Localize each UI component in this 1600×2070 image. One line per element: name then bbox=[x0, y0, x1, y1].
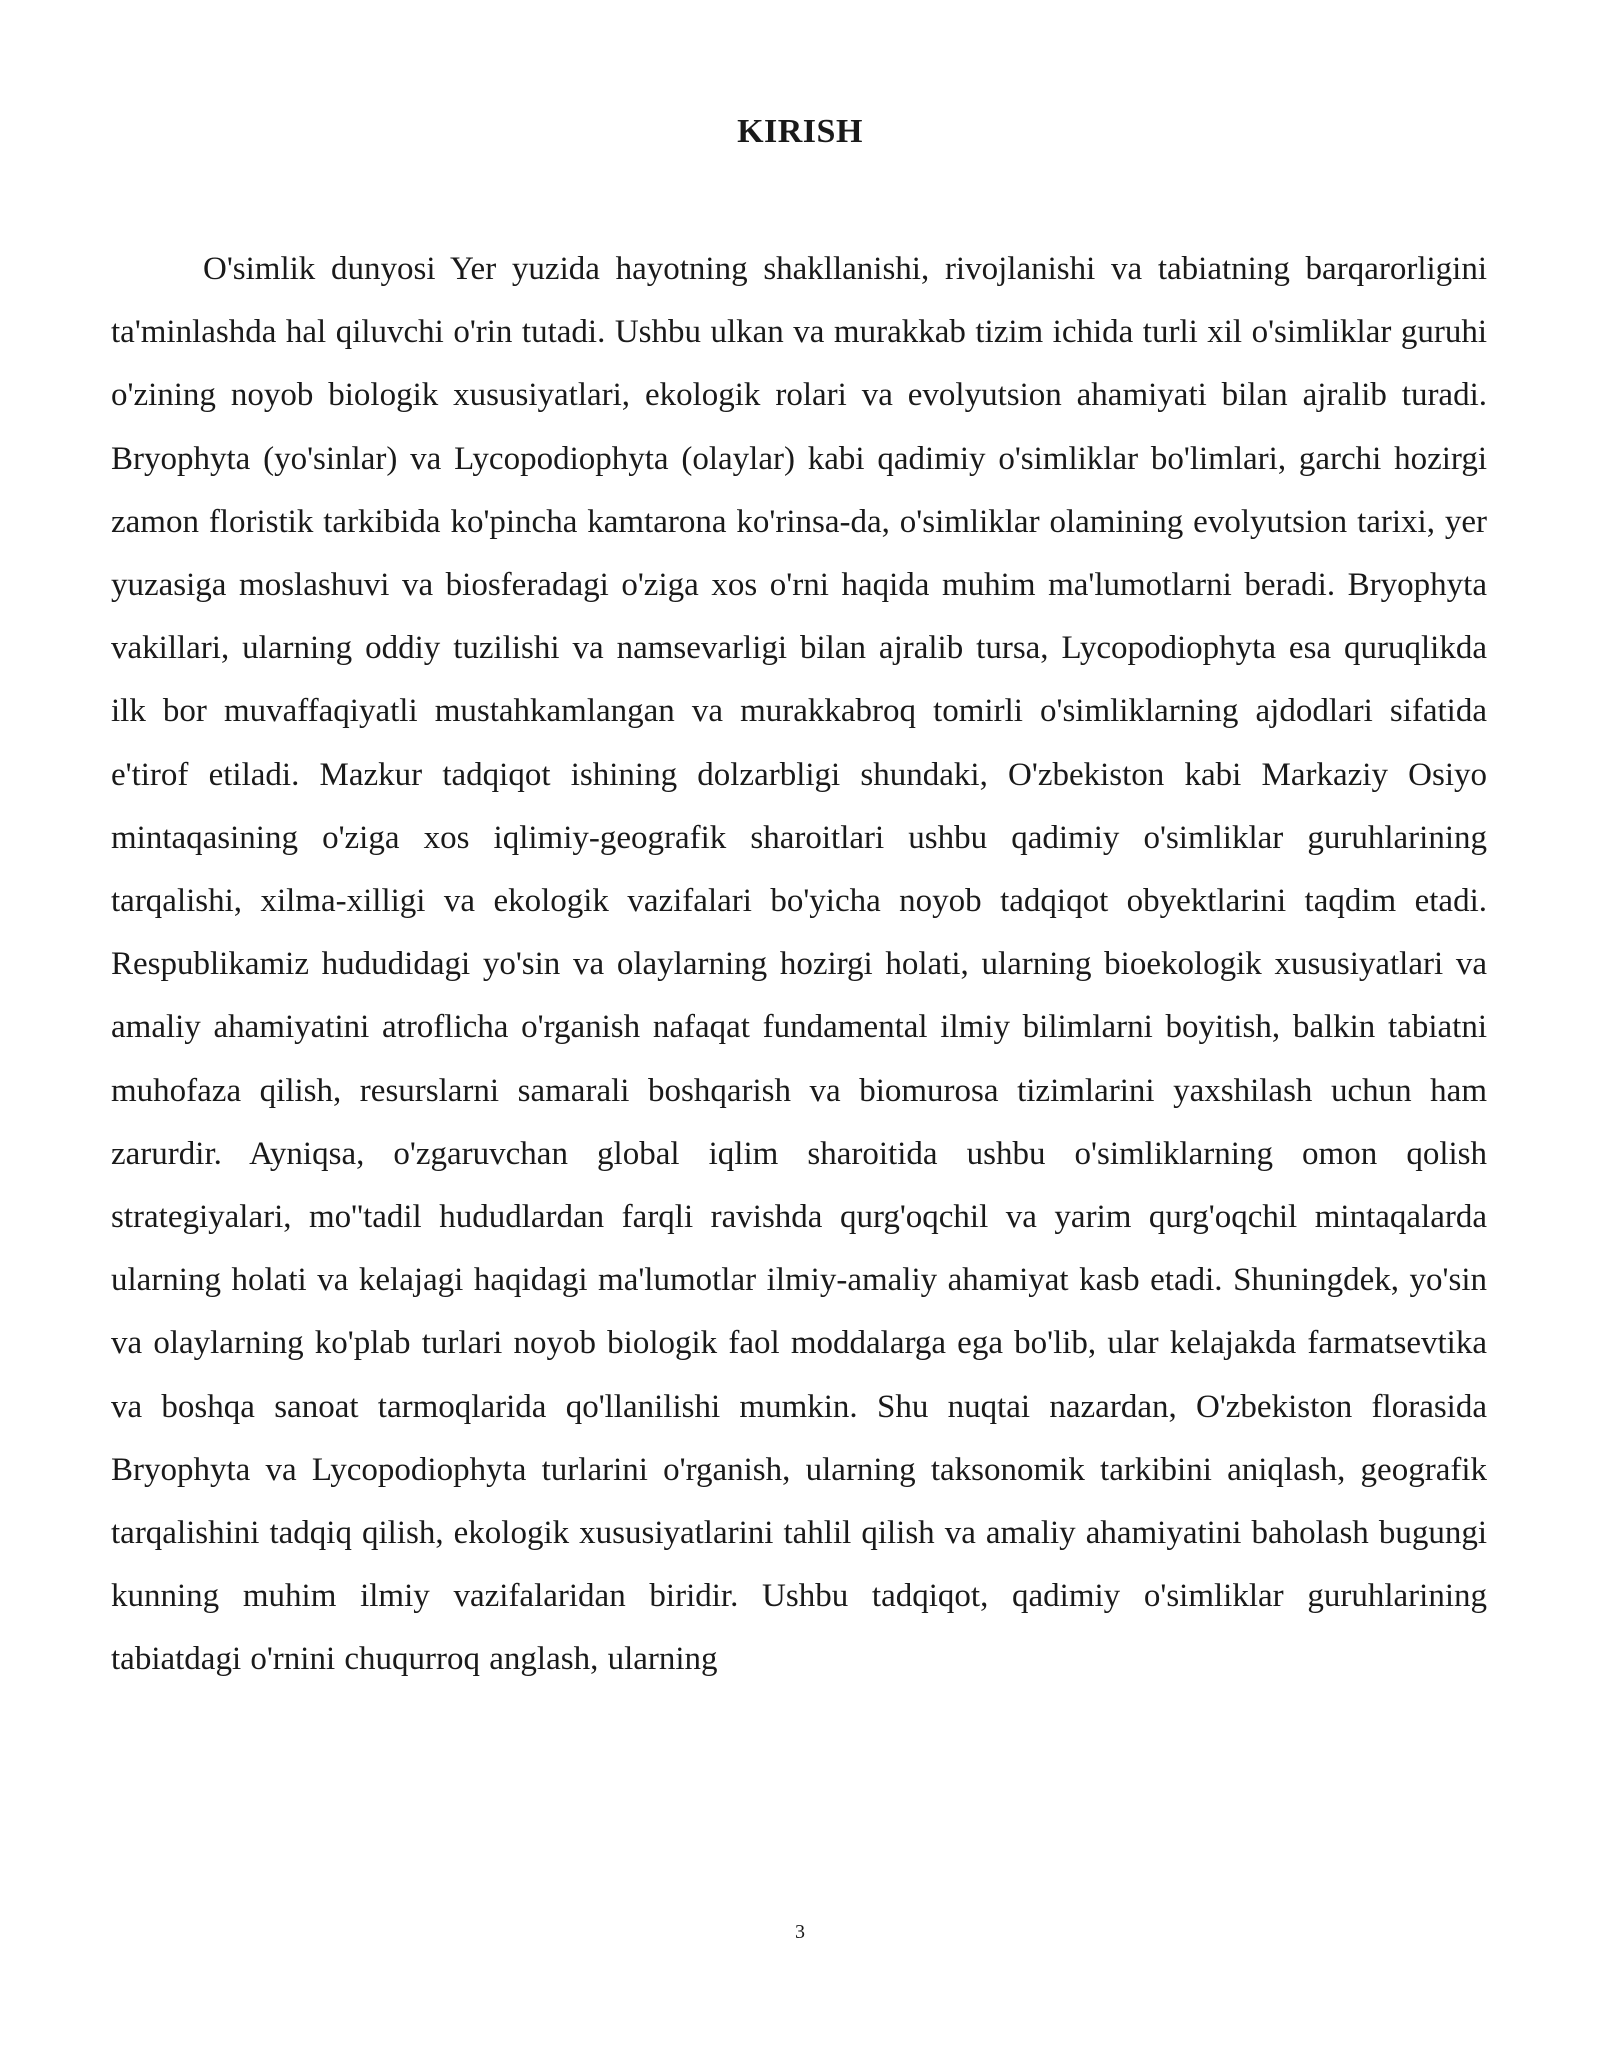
body-paragraph: O'simlik dunyosi Yer yuzida hayotning shakllanishi, rivojlanishi va tabiatning barqarorligini ta'minlashda hal qiluvchi o'rin tutadi. Ushbu ulkan va murakkab tizim ichida turli xil o'simliklar guruhi o'zining noyob biologik xususiyatlari, ekologik rolari va evolyutsion ahamiyati bilan ajralib turadi. Bryophyta (yo'sinlar) va Lycopodiophyta (olaylar) kabi qadimiy o'simliklar bo'limlari, garchi hozirgi zamon floristik tarkibida ko'pincha kamtarona ko'rinsa-da, o'simliklar olamining evolyutsion tarixi, yer yuzasiga moslashuvi va biosferadagi o'ziga xos o'rni haqida muhim ma'lumotlarni beradi. Bryophyta vakillari, ularning oddiy tuzilishi va namsevarligi bilan ajralib tursa, Lycopodiophyta esa quruqlikda ilk bor muvaffaqiyatli mustahkamlangan va murakkabroq tomirli o'simliklarning ajdodlari sifatida e'tirof etiladi. Mazkur tadqiqot ishining dolzarbligi shundaki, O'zbekiston kabi Markaziy Osiyo mintaqasining o'ziga xos iqlimiy-geografik sharoitlari ushbu qadimiy o'simliklar guruhlarining tarqalishi, xilma-xilligi va ekologik vazifalari bo'yicha noyob tadqiqot obyektlarini taqdim etadi. Respublikamiz hududidagi yo'sin va olaylarning hozirgi holati, ularning bioekologik xususiyatlari va amaliy ahamiyatini atroflicha o'rganish nafaqat fundamental ilmiy bilimlarni boyitish, balkin tabiatni muhofaza qilish, resurslarni samarali boshqarish va biomurosa tizimlarini yaxshilash uchun ham zarurdir. Ayniqsa, o'zgaruvchan global iqlim sharoitida ushbu o'simliklarning omon qolish strategiyalari, mo''tadil hududlardan farqli ravishda qurg'oqchil va yarim qurg'oqchil mintaqalarda ularning holati va kelajagi haqidagi ma'lumotlar ilmiy-amaliy ahamiyat kasb etadi. Shuningdek, yo'sin va olaylarning ko'plab turlari noyob biologik faol moddalarga ega bo'lib, ular kelajakda farmatsevtika va boshqa sanoat tarmoqlarida qo'llanilishi mumkin. Shu nuqtai nazardan, O'zbekiston florasida Bryophyta va Lycopodiophyta turlarini o'rganish, ularning taksonomik tarkibini aniqlash, geografik tarqalishini tadqiq qilish, ekologik xususiyatlarini tahlil qilish va amaliy ahamiyatini baholash bugungi kunning muhim ilmiy vazifalaridan biridir. Ushbu tadqiqot, qadimiy o'simliklar guruhlarining tabiatdagi o'rnini chuqurroq anglash, ularning bbox=[111, 251, 1487, 1678]
section-heading: KIRISH bbox=[737, 113, 863, 150]
page-number: 3 bbox=[795, 1921, 805, 1943]
